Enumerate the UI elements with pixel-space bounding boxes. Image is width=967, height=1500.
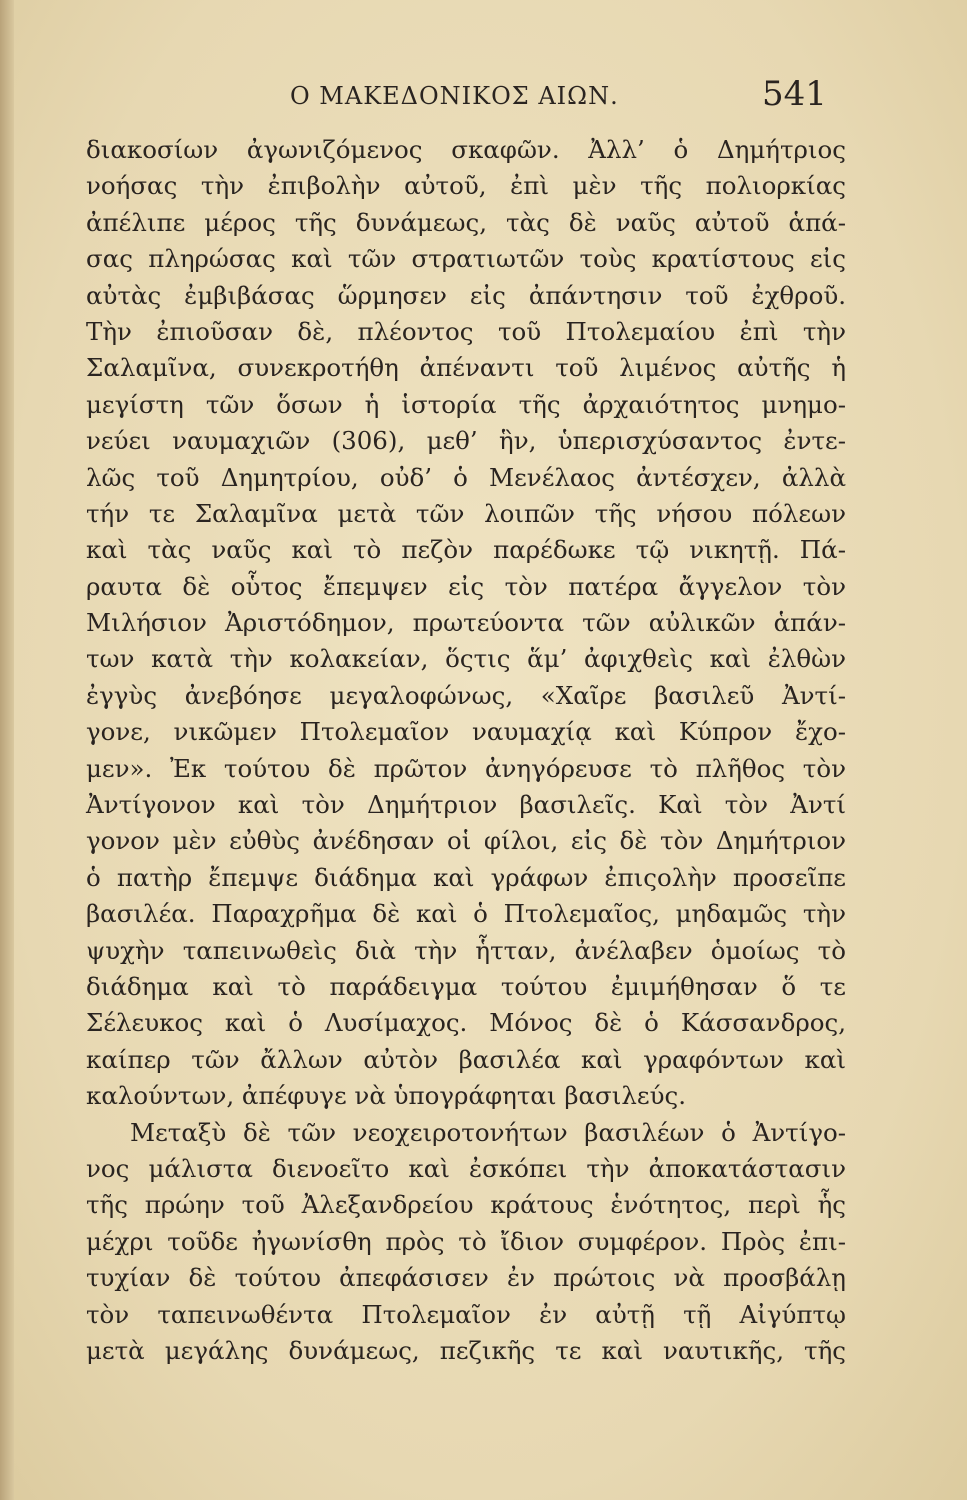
- text-line: ψυχὴν ταπεινωθεὶς διὰ τὴν ἧτταν, ἀνέλαβεν ὁμοίως τὸ: [86, 935, 846, 965]
- text-line: Μεταξὺ δὲ τῶν νεοχειροτονήτων βασιλέων ὁ Ἀντίγο-: [130, 1117, 846, 1147]
- text-line: των κατὰ τὴν κολακείαν, ὅςτις ἅμ’ ἀφιχθεὶς καὶ ἐλθὼν: [86, 644, 846, 674]
- text-line: νος μάλιστα διενοεῖτο καὶ ἐσκόπει τὴν ἀποκατάστασιν: [86, 1153, 846, 1183]
- text-line: καὶ τὰς ναῦς καὶ τὸ πεζὸν παρέδωκε τῷ νικητῇ. Πά-: [86, 535, 846, 565]
- text-line: νοήσας τὴν ἐπιβολὴν αὐτοῦ, ἐπὶ μὲν τῆς πολιορκίας: [86, 171, 846, 201]
- text-line: γονον μὲν εὐθὺς ἀνέδησαν οἱ φίλοι, εἰς δὲ τὸν Δημήτριον: [86, 826, 846, 856]
- text-line: αὐτὰς ἐμβιβάσας ὥρμησεν εἰς ἀπάντησιν τοῦ ἐχθροῦ.: [86, 280, 846, 310]
- text-line: ὁ πατὴρ ἔπεμψε διάδημα καὶ γράφων ἐπιςολὴν προσεῖπε: [86, 862, 846, 892]
- text-line: μεγίστη τῶν ὅσων ἡ ἱστορία τῆς ἀρχαιότητος μνημο-: [86, 389, 846, 419]
- text-line: διάδημα καὶ τὸ παράδειγμα τούτου ἐμιμήθησαν ὅ τε: [86, 971, 846, 1001]
- text-line: λῶς τοῦ Δημητρίου, οὐδ’ ὁ Μενέλαος ἀντέσχεν, ἀλλὰ: [86, 462, 846, 492]
- running-title: Ο ΜΑΚΕΔΟΝΙΚΟΣ ΑΙΩΝ.: [290, 82, 619, 110]
- text-line: τήν τε Σαλαμῖνα μετὰ τῶν λοιπῶν τῆς νήσου πόλεων: [86, 498, 846, 528]
- text-line: σας πληρώσας καὶ τῶν στρατιωτῶν τοὺς κρατίστους εἰς: [86, 244, 846, 274]
- body-text: [86, 132, 846, 1369]
- text-line: Τὴν ἐπιοῦσαν δὲ, πλέοντος τοῦ Πτολεμαίου ἐπὶ τὴν: [86, 316, 846, 346]
- text-line: καίπερ τῶν ἄλλων αὐτὸν βασιλέα καὶ γραφόντων καὶ: [86, 1044, 846, 1074]
- text-line: ραυτα δὲ οὗτος ἔπεμψεν εἰς τὸν πατέρα ἄγγελον τὸν: [86, 571, 846, 601]
- page-binding-edge: [0, 0, 14, 1500]
- text-line: Ἀντίγονον καὶ τὸν Δημήτριον βασιλεῖς. Καὶ τὸν Ἀντί: [86, 790, 846, 820]
- text-line: μέχρι τοῦδε ἠγωνίσθη πρὸς τὸ ἴδιον συμφέρον. Πρὸς ἐπι-: [86, 1226, 846, 1256]
- text-line: τῆς πρώην τοῦ Ἀλεξανδρείου κράτους ἑνότητος, περὶ ἧς: [86, 1190, 846, 1220]
- text-line: μεν». Ἐκ τούτου δὲ πρῶτον ἀνηγόρευσε τὸ πλῆθος τὸν: [86, 753, 846, 783]
- text-line: Σέλευκος καὶ ὁ Λυσίμαχος. Μόνος δὲ ὁ Κάσσανδρος,: [86, 1008, 846, 1038]
- text-line: διακοσίων ἀγωνιζόμενος σκαφῶν. Ἀλλ’ ὁ Δημήτριος: [86, 135, 846, 164]
- text-line: νεύει ναυμαχιῶν (306), μεθ’ ἣν, ὑπερισχύσαντος ἐντε-: [86, 426, 846, 456]
- text-line: Μιλήσιον Ἀριστόδημον, πρωτεύοντα τῶν αὐλικῶν ἁπάν-: [86, 608, 846, 638]
- text-line: ἐγγὺς ἀνεβόησε μεγαλοφώνως, «Χαῖρε βασιλεῦ Ἀντί-: [86, 680, 846, 710]
- text-line: γονε, νικῶμεν Πτολεμαῖον ναυμαχίᾳ καὶ Κύπρον ἔχο-: [86, 717, 846, 747]
- page-number: 541: [762, 74, 827, 114]
- text-line: καλούντων, ἀπέφυγε νὰ ὑπογράφηται βασιλεύς.: [86, 1081, 686, 1111]
- text-line: Σαλαμῖνα, συνεκροτήθη ἀπέναντι τοῦ λιμένος αὐτῆς ἡ: [86, 353, 846, 383]
- text-line: τυχίαν δὲ τούτου ἀπεφάσισεν ἐν πρώτοις νὰ προσβάλῃ: [86, 1263, 846, 1293]
- page-header: [0, 70, 967, 120]
- text-line: μετὰ μεγάλης δυνάμεως, πεζικῆς τε καὶ ναυτικῆς, τῆς: [86, 1335, 846, 1365]
- text-line: βασιλέα. Παραχρῆμα δὲ καὶ ὁ Πτολεμαῖος, μηδαμῶς τὴν: [86, 899, 846, 929]
- text-line: τὸν ταπεινωθέντα Πτολεμαῖον ἐν αὐτῇ τῇ Αἰγύπτῳ: [86, 1299, 846, 1329]
- text-line: ἀπέλιπε μέρος τῆς δυνάμεως, τὰς δὲ ναῦς αὐτοῦ ἁπά-: [86, 207, 846, 237]
